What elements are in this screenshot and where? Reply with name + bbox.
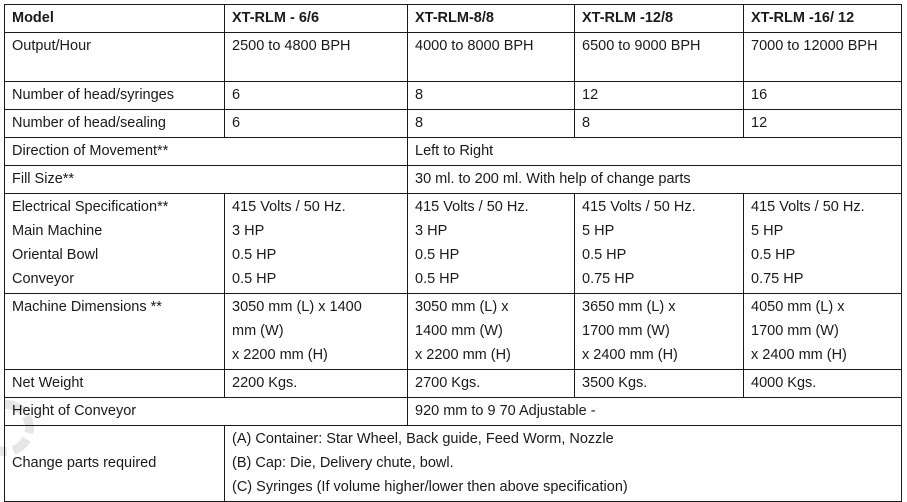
cell-value: 1400 mm (W): [415, 323, 503, 339]
cell-value: 0.75 HP: [582, 271, 635, 287]
model-name: XT-RLM - 6/6: [225, 5, 408, 33]
syringes-row: [5, 82, 902, 110]
cell-value: 5 HP: [582, 223, 615, 239]
row-label: Machine Dimensions **: [5, 294, 225, 370]
cell-value: 0.5 HP: [415, 271, 460, 287]
cell-value: 8: [408, 110, 575, 138]
cell-value: mm (W): [232, 323, 284, 339]
row-label: Electrical Specification**: [12, 199, 169, 215]
cell-value: 12: [575, 82, 744, 110]
cell-value: x 2200 mm (H): [415, 347, 511, 363]
cell-value: 3 HP: [415, 223, 448, 239]
cell-value: 5 HP: [751, 223, 784, 239]
cell-value: 2500 to 4800 BPH: [225, 33, 408, 82]
cell-value: Left to Right: [408, 138, 902, 166]
cell-value: (B) Cap: Die, Delivery chute, bowl.: [232, 455, 454, 471]
cell-value: 0.5 HP: [751, 247, 796, 263]
cell-value: 0.75 HP: [751, 271, 804, 287]
cell-value: 920 mm to 9 70 Adjustable -: [408, 398, 902, 426]
model-name: XT-RLM-8/8: [408, 5, 575, 33]
header-row: [5, 5, 902, 33]
cell-value: 1700 mm (W): [751, 323, 839, 339]
cell-value: 6500 to 9000 BPH: [575, 33, 744, 82]
cell-value: 0.5 HP: [232, 247, 277, 263]
cell-value: 3050 mm (L) x: [415, 299, 509, 315]
row-label: Number of head/sealing: [5, 110, 225, 138]
output-row: [5, 33, 902, 82]
cell-value: (C) Syringes (If volume higher/lower then above specification): [232, 479, 628, 495]
cell-group: [225, 294, 408, 370]
direction-row: [5, 138, 902, 166]
row-label: Conveyor: [12, 271, 75, 287]
electrical-row: [5, 194, 902, 294]
cell-group: [575, 294, 744, 370]
cell-value: 4000 to 8000 BPH: [408, 33, 575, 82]
spec-table: [4, 4, 902, 502]
row-label: Main Machine: [12, 223, 103, 239]
cell-value: 6: [225, 110, 408, 138]
cell-value: 3 HP: [232, 223, 265, 239]
dimensions-row: [5, 294, 902, 370]
cell-value: x 2400 mm (H): [582, 347, 678, 363]
model-name: XT-RLM -16/ 12: [744, 5, 902, 33]
row-label: Change parts required: [5, 426, 225, 502]
cell-value: 12: [744, 110, 902, 138]
cell-value: 0.5 HP: [582, 247, 627, 263]
cell-value: 415 Volts / 50 Hz.: [751, 199, 865, 215]
cell-group: [744, 194, 902, 294]
cell-value: 16: [744, 82, 902, 110]
cell-group: [575, 194, 744, 294]
cell-group: [225, 194, 408, 294]
sealing-row: [5, 110, 902, 138]
row-label: Direction of Movement**: [5, 138, 408, 166]
cell-value: 7000 to 12000 BPH: [744, 33, 902, 82]
cell-value: 415 Volts / 50 Hz.: [582, 199, 696, 215]
cell-value: (A) Container: Star Wheel, Back guide, Feed Worm, Nozzle: [232, 431, 614, 447]
change-parts-row: [5, 426, 902, 502]
row-label: Height of Conveyor: [5, 398, 408, 426]
cell-value: 1700 mm (W): [582, 323, 670, 339]
row-label-group: [5, 194, 225, 294]
cell-value: 0.5 HP: [415, 247, 460, 263]
cell-value: 4000 Kgs.: [744, 370, 902, 398]
cell-value: 6: [225, 82, 408, 110]
cell-group: [744, 294, 902, 370]
cell-value: 2700 Kgs.: [408, 370, 575, 398]
cell-value: 0.5 HP: [232, 271, 277, 287]
cell-value: 415 Volts / 50 Hz.: [232, 199, 346, 215]
cell-group: [408, 194, 575, 294]
cell-value: 3650 mm (L) x: [582, 299, 676, 315]
cell-value: 3050 mm (L) x 1400: [232, 299, 362, 315]
row-label: Net Weight: [5, 370, 225, 398]
cell-value: 2200 Kgs.: [225, 370, 408, 398]
cell-value: 8: [575, 110, 744, 138]
weight-row: [5, 370, 902, 398]
cell-value: 4050 mm (L) x: [751, 299, 845, 315]
row-label: Number of head/syringes: [5, 82, 225, 110]
model-label: Model: [5, 5, 225, 33]
row-label: Fill Size**: [5, 166, 408, 194]
model-name: XT-RLM -12/8: [575, 5, 744, 33]
row-label: Output/Hour: [5, 33, 225, 82]
cell-value: 415 Volts / 50 Hz.: [415, 199, 529, 215]
cell-group: [408, 294, 575, 370]
cell-value: 3500 Kgs.: [575, 370, 744, 398]
conveyor-height-row: [5, 398, 902, 426]
row-label: Oriental Bowl: [12, 247, 99, 263]
cell-value: 30 ml. to 200 ml. With help of change parts: [408, 166, 902, 194]
fill-size-row: [5, 166, 902, 194]
cell-value: x 2200 mm (H): [232, 347, 328, 363]
cell-value: 8: [408, 82, 575, 110]
cell-group: [225, 426, 902, 502]
cell-value: x 2400 mm (H): [751, 347, 847, 363]
